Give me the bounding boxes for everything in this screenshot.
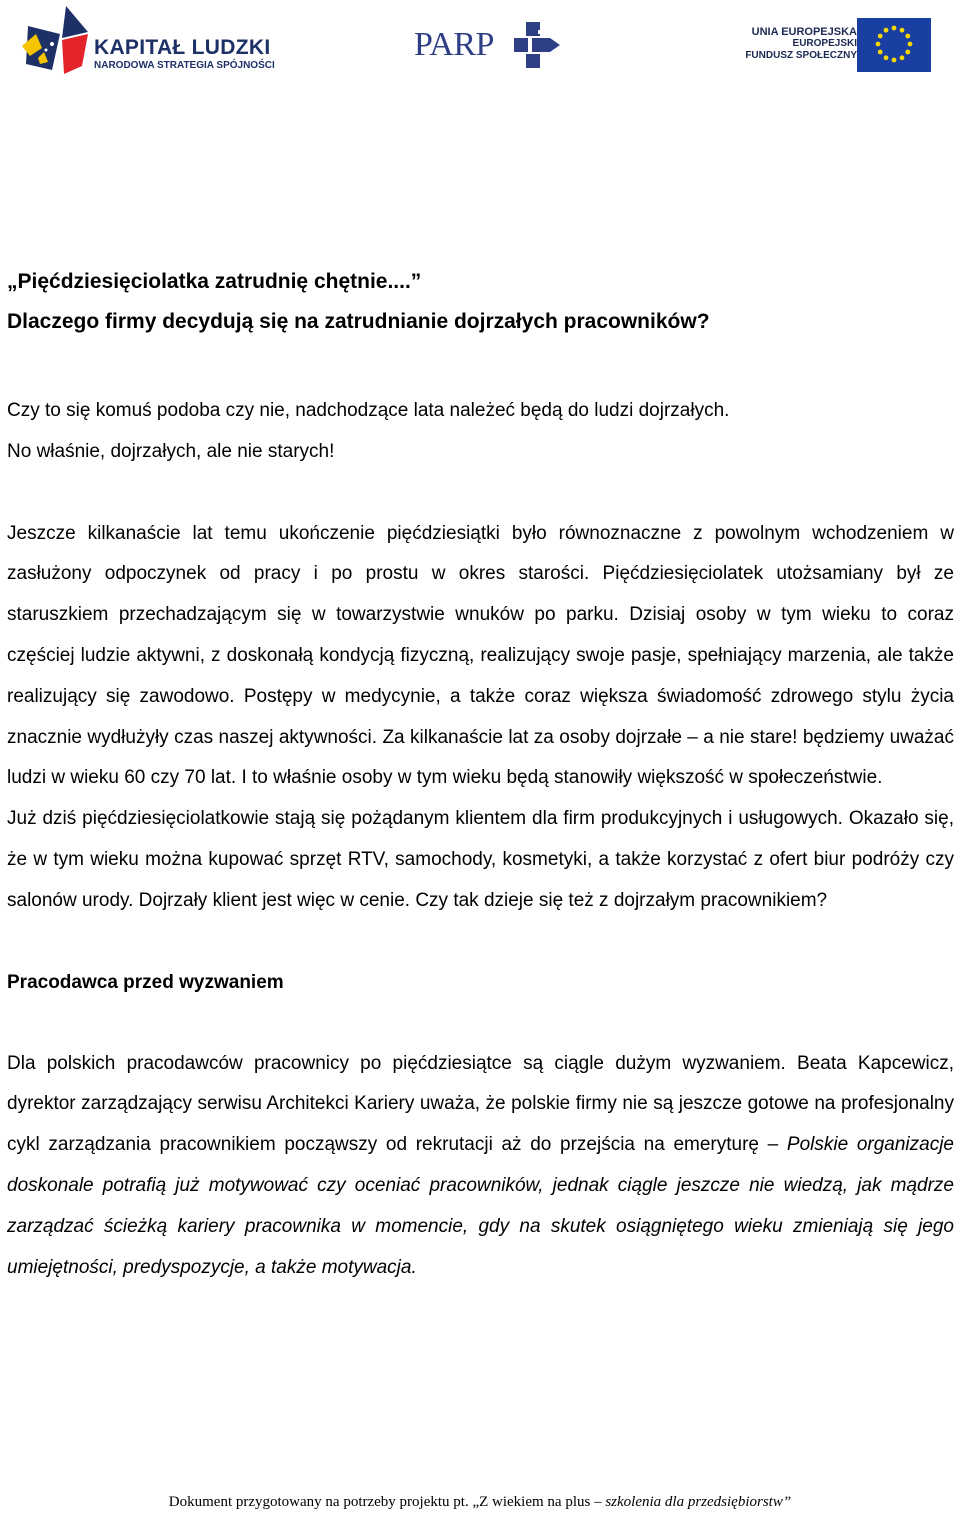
kapital-ludzki-subtitle: NARODOWA STRATEGIA SPÓJNOŚCI — [94, 60, 275, 71]
page-footer — [0, 1494, 960, 1511]
paragraph-1: Jeszcze kilkanaście lat temu ukończenie pięćdziesiątki było równoznaczne z powolnym wchodzeniem w zasłużony odpoczynek od pracy i po prostu w okres starości. Pięćdziesięciolatek utożsamiany był ze staruszkiem przechadzającym się w towarzystwie wnuków po parku. Dzisiaj osoby w tym wieku to coraz częściej ludzie aktywni, z doskonałą kondycją fizyczną, realizujący swoje pasje, spełniający marzenia, ale także realizujący się zawodowo. Postępy w medycynie, a także coraz większa świadomość zdrowego stylu życia znacznie wydłużyły czas naszej aktywności. Za kilkanaście lat za osoby dojrzałe – a nie stare! będziemy uważać ludzi w wieku 60 czy 70 lat. I to właśnie osoby w tym wieku będą stanowiły większość w społeczeństwie. — [7, 522, 954, 789]
footer-text: Dokument przygotowany na potrzeby projektu pt. „Z wiekiem na plus – — [168, 1494, 606, 1510]
paragraph-3-text: Dla polskich pracodawców pracownicy po pięćdziesiątce są ciągle dużym wyzwaniem. Beata Kapcewicz, dyrektor zarządzający serwisu Architekci Kariery uważa, że polskie firmy nie są jeszcze gotowe na profesjonalny cykl zarządzania pracownikiem począwszy od rekrutacji aż do przejścia na emeryturę – — [7, 1052, 954, 1156]
document-body — [7, 262, 954, 1288]
page-header — [0, 0, 960, 90]
section-heading: Pracodawca przed wyzwaniem — [7, 971, 284, 993]
eu-fund-logo — [730, 18, 945, 78]
footer-italic: szkolenia dla przedsiębiorstw” — [605, 1494, 792, 1510]
kapital-ludzki-title: KAPITAŁ LUDZKI — [94, 36, 271, 59]
kapital-ludzki-logo — [22, 4, 282, 82]
eu-logo-line1: UNIA EUROPEJSKA — [751, 26, 857, 38]
document-title-line1: „Pięćdziesięciolatka zatrudnię chętnie....” — [7, 270, 422, 293]
parp-logo-text: PARP — [414, 26, 494, 63]
eu-flag-icon — [857, 18, 931, 72]
kapital-ludzki-emblem-icon — [22, 4, 92, 82]
paragraph-3-quote: Polskie organizacje doskonale potrafią już motywować czy oceniać pracowników, jednak ciągle jeszcze nie wiedzą, jak mądrze zarządzać ścieżką kariery pracownika w momencie, gdy na skutek osiągniętego wieku zmieniają się jego umiejętności, predyspozycje, a także motywacja. — [7, 1134, 954, 1278]
eu-logo-line3: FUNDUSZ SPOŁECZNY — [745, 50, 857, 61]
intro-line1: Czy to się komuś podoba czy nie, nadchodzące lata należeć będą do ludzi dojrzałych. — [7, 400, 730, 421]
parp-logo — [410, 18, 570, 74]
eu-logo-line2: EUROPEJSKI — [792, 38, 857, 49]
parp-arrow-mark-icon — [512, 20, 562, 72]
paragraph-3 — [7, 1044, 954, 1289]
intro-line2: No właśnie, dojrzałych, ale nie starych! — [7, 440, 335, 462]
document-title-line2: Dlaczego firmy decydują się na zatrudnianie dojrzałych pracowników? — [7, 310, 710, 333]
paragraph-2: Już dziś pięćdziesięciolatkowie stają się pożądanym klientem dla firm produkcyjnych i usługowych. Okazało się, że w tym wieku można kupować sprzęt RTV, samochody, kosmetyki, a także korzystać z ofert biur podróży czy salonów urody. Dojrzały klient jest więc w cenie. Czy tak dzieje się też z dojrzałym pracownikiem? — [7, 808, 954, 911]
